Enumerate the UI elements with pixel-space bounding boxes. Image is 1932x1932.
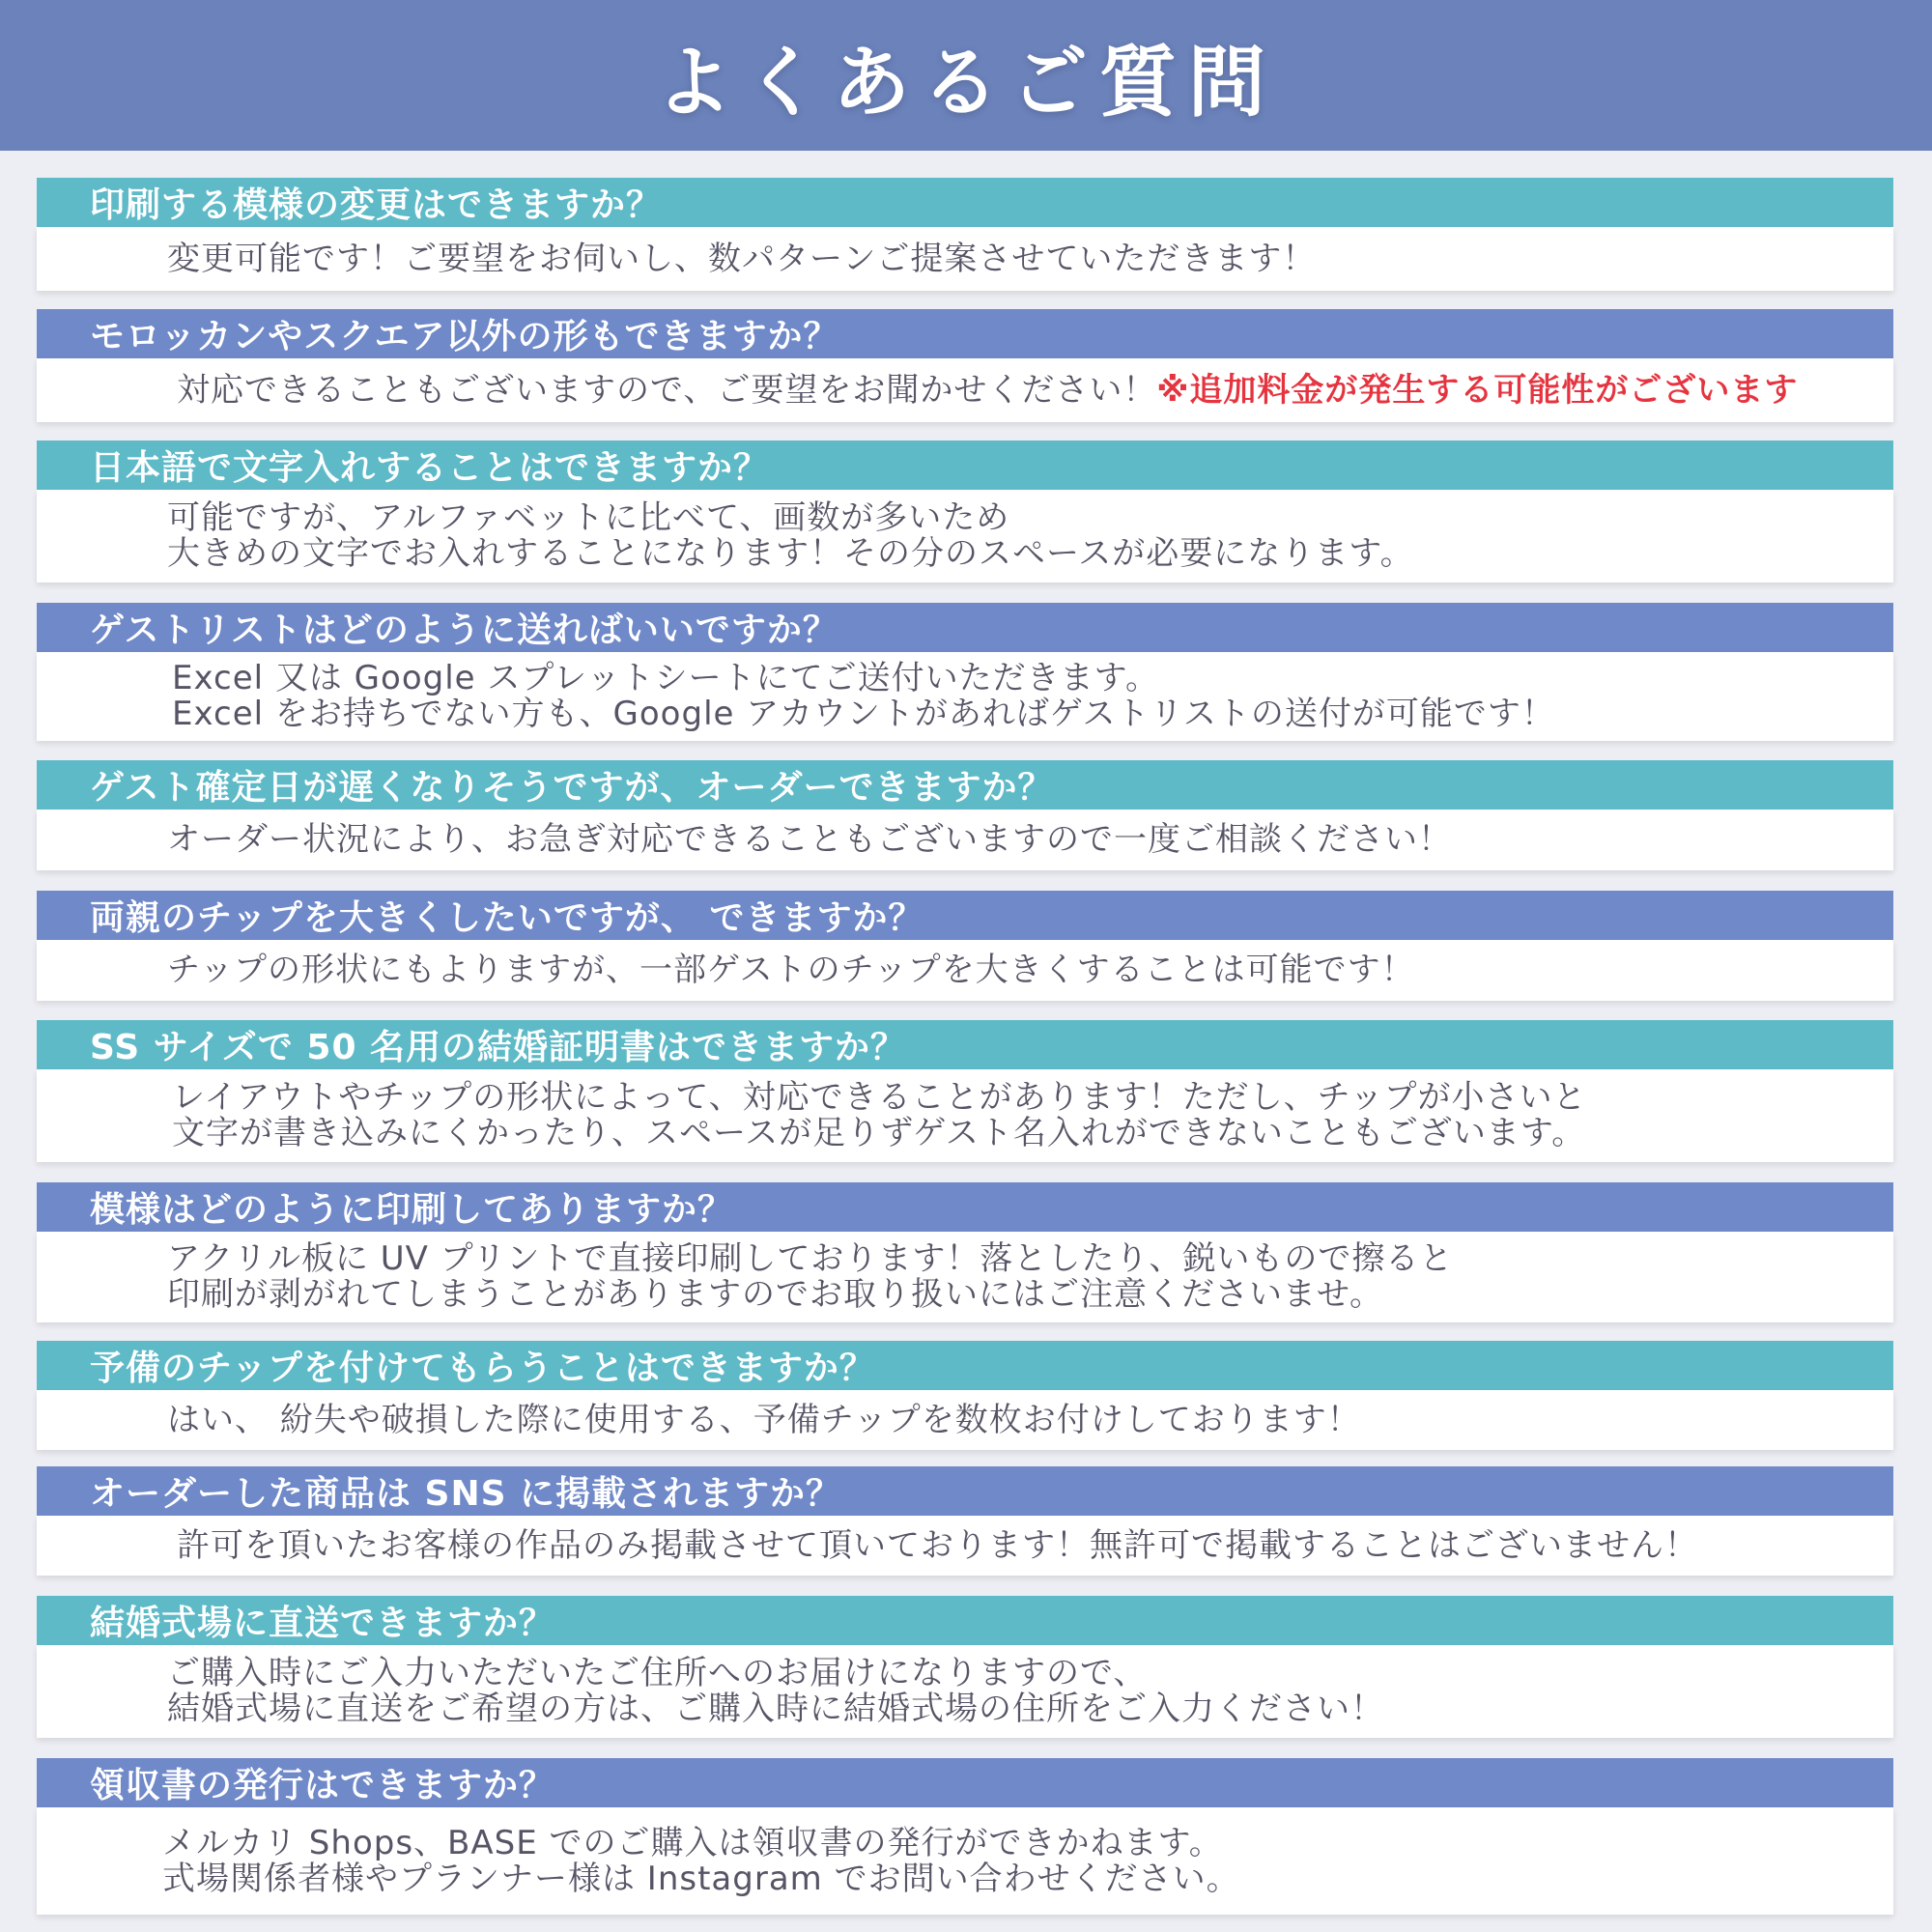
faq-question: ゲスト確定日が遅くなりそうですが、オーダーできますか？ (37, 760, 1893, 810)
faq-answer-line: レイアウトやチップの形状によって、対応できることがあります！ただし、チップが小さいと (172, 1078, 1587, 1117)
faq-item (37, 178, 1893, 291)
faq-answer-line: 変更可能です！ご要望をお伺いし、数パターンご提案させていただきます！ (167, 239, 1317, 278)
faq-answer-line: 式場関係者様やプランナー様は Instagram でお問い合わせください。 (162, 1859, 1240, 1898)
faq-question: 結婚式場に直送できますか？ (37, 1596, 1893, 1645)
page-header (0, 0, 1932, 151)
faq-question: 模様はどのように印刷してありますか？ (37, 1182, 1893, 1232)
faq-question: SS サイズで 50 名用の結婚証明書はできますか？ (37, 1020, 1893, 1069)
faq-answer-line: 印刷が剥がれてしまうことがありますのでお取り扱いにはご注意くださいませ。 (167, 1275, 1383, 1314)
faq-item (37, 1596, 1893, 1738)
faq-answer (37, 227, 1893, 291)
faq-answer (37, 1069, 1893, 1162)
faq-question: 日本語で文字入れすることはできますか？ (37, 440, 1893, 490)
surcharge-note: ※追加料金が発生する可能性がございます (1156, 370, 1799, 410)
faq-answer (37, 810, 1893, 870)
faq-answer-line: メルカリ Shops、BASE でのご購入は領収書の発行ができかねます。 (162, 1823, 1223, 1862)
page-title: よくあるご質問 (655, 36, 1277, 128)
faq-answer-line: オーダー状況により、お急ぎ対応できることもございますので一度ご相談ください！ (167, 820, 1452, 859)
faq-item (37, 309, 1893, 422)
faq-question: 印刷する模様の変更はできますか？ (37, 178, 1893, 227)
faq-answer (37, 940, 1893, 1001)
faq-answer-text: 対応できることもございますので、ご要望をお聞かせください！ (177, 370, 1157, 410)
faq-answer-line: ご購入時にご入力いただいたご住所へのお届けになりますので、 (167, 1654, 1148, 1692)
faq-item (37, 1341, 1893, 1450)
faq-answer-line: 結婚式場に直送をご希望の方は、ご購入時に結婚式場の住所をご入力ください！ (167, 1690, 1384, 1728)
faq-answer (37, 1390, 1893, 1450)
faq-answer-line: 文字が書き込みにくかったり、スペースが足りずゲスト名入れができないこともございます。 (172, 1114, 1586, 1152)
faq-answer-line: アクリル板に UV プリントで直接印刷しております！落としたり、鋭いもので擦ると (167, 1239, 1454, 1278)
faq-answer-line: 可能ですが、アルファベットに比べて、画数が多いため (167, 498, 1010, 537)
faq-item (37, 1758, 1893, 1915)
faq-answer-line: Excel 又は Google スプレットシートにてご送付いただきます。 (172, 659, 1159, 697)
faq-item (37, 891, 1893, 1001)
faq-answer (37, 652, 1893, 741)
faq-item (37, 440, 1893, 582)
faq-answer (37, 1232, 1893, 1322)
faq-answer-line: はい、 紛失や破損した際に使用する、予備チップを数枚お付けしております！ (167, 1400, 1361, 1439)
faq-question: 両親のチップを大きくしたいですが、 できますか？ (37, 891, 1893, 940)
faq-question: オーダーした商品は SNS に掲載されますか？ (37, 1466, 1893, 1516)
faq-answer (37, 358, 1893, 422)
faq-item (37, 1466, 1893, 1576)
faq-question: ゲストリストはどのように送ればいいですか？ (37, 603, 1893, 652)
faq-answer-line: 許可を頂いたお客様の作品のみ掲載させて頂いております！無許可で掲載することはございません！ (177, 1525, 1698, 1565)
faq-answer-line: Excel をお持ちでない方も、Google アカウントがあればゲストリストの送付が可能です！ (172, 695, 1555, 733)
faq-answer-line: 大きめの文字でお入れすることになります！その分のスペースが必要になります。 (167, 534, 1414, 573)
faq-answer (37, 1807, 1893, 1915)
faq-answer (37, 490, 1893, 582)
faq-question: 予備のチップを付けてもらうことはできますか？ (37, 1341, 1893, 1390)
faq-item (37, 1020, 1893, 1162)
faq-item (37, 1182, 1893, 1322)
faq-answer (37, 1645, 1893, 1738)
faq-answer-line: チップの形状にもよりますが、一部ゲストのチップを大きくすることは可能です！ (167, 951, 1415, 989)
faq-item (37, 760, 1893, 870)
faq-answer (37, 1516, 1893, 1576)
faq-question: 領収書の発行はできますか？ (37, 1758, 1893, 1807)
faq-answer-line (177, 370, 1893, 410)
faq-question: モロッカンやスクエア以外の形もできますか？ (37, 309, 1893, 358)
faq-item (37, 603, 1893, 741)
